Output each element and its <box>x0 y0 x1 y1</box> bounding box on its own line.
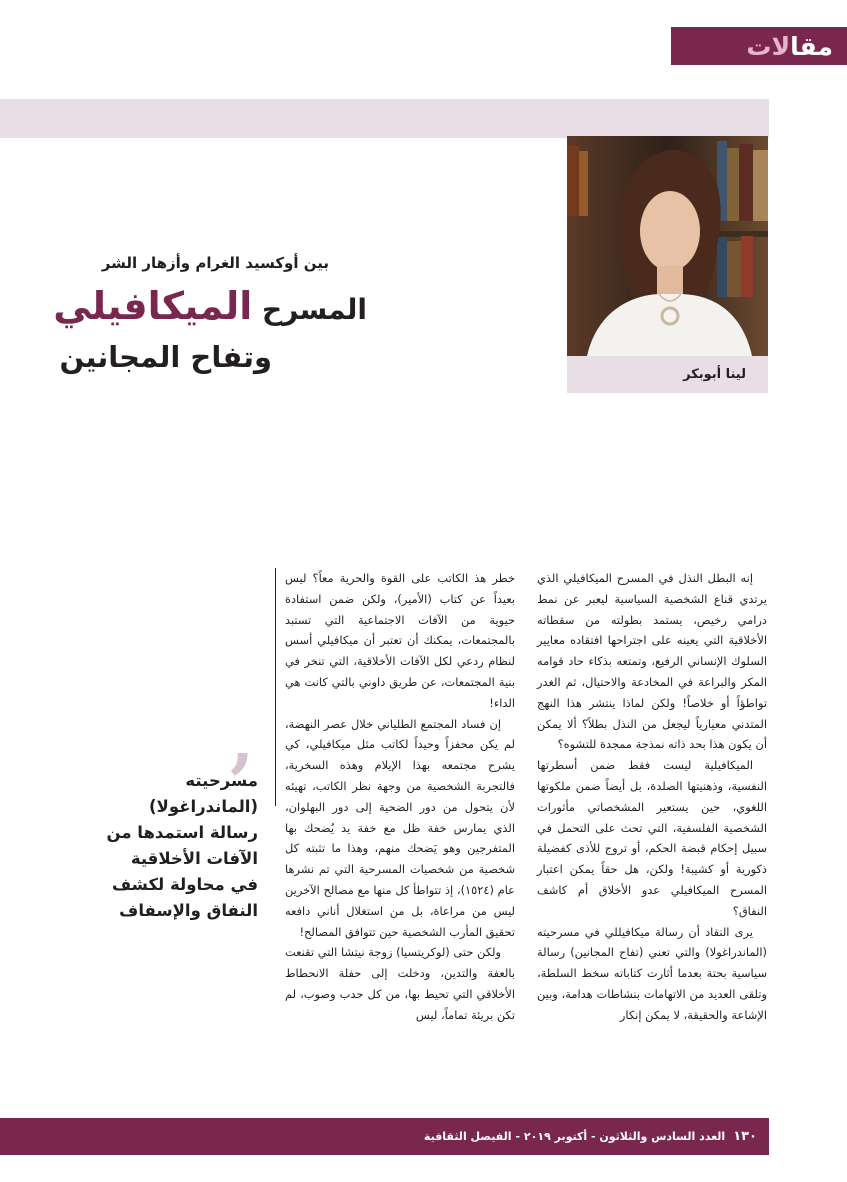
headline-kicker: بين أوكسيد الغرام وأزهار الشر <box>101 254 329 272</box>
body-column-left <box>285 568 515 1026</box>
paragraph: إنه البطل النذل في المسرح الميكافيلي الذي يرتدي قناع الشخصية السياسية ليعبر عن نمط درامي رخيص، يستمد بطولته من سقطاته الأخلاقية التي يعينه على اجتراحها افتقاده معايير السلوك الإنساني الرفيع، وتمتعه بذكاء حاد قوامه المكر والبراعة في المخادعة والاحتيال، ثم الغدر تواطؤاً أو خلاصاً! ولكن لماذا ينتشر هذا النهج المتدني معيارياً ليجعل من النذل بطلاً؟ ألا يمكن أن يكون هذا بحد ذاته نمذجة ممجدة للتشوه؟ <box>537 571 767 752</box>
page-footer <box>0 1118 769 1155</box>
paragraph: إن فساد المجتمع الطلياني خلال عصر النهضة، لم يكن محفزاً وحيداً لكاتب مثل ميكافيلي، كي يشرح مجتمعه بهذا الإيلام وهذه السخرية، فالتجربة الشخصية من وجهة نظر الكاتب، تهيئه لأن يتحول من دور الضحية إلى دور البهلوان، الذي يمارس خفة ظل مع خفة يد يُضحك بها المتفرجين وهو يَضحك منهم، وهذا ما تثبته كل شخصية من شخصيات المسرحية التي تم نشرها عام (١٥٢٤)، إذ تتواطأ كل منها مع مصالح الآخرين ليس من مراعاة، بل من استغلال أناني دافعه تحقيق المأرب الشخصية حين تتوافق المصالح! <box>285 716 515 939</box>
magazine-name: الفيصل الثقافية <box>423 1130 512 1143</box>
section-tab <box>671 27 847 65</box>
body-column-right <box>537 568 767 1026</box>
headline-title-line2: وتفاح المجانين <box>59 340 272 374</box>
pull-quote: مسرحيته (الماندراغولا) رسالة استمدها من الآفات الأخلاقية في محاولة لكشف النفاق والإسفاف <box>106 771 258 920</box>
author-name: لينا أبوبكر <box>683 367 746 382</box>
quote-mark-icon: , <box>230 698 255 781</box>
author-caption <box>567 356 768 393</box>
paragraph: يرى النقاد أن رسالة ميكافيللي في مسرحيته (الماندراغولا) والتي تعني (تفاح المجانين) رسالة سياسية بحتة بعدما أثارت كتاباته سخط السلطة، وتلقى العديد من الاتهامات بنشاطات هدامة، وبين الإشاعة والحقيقة، لا يمكن إنكار <box>537 924 767 1022</box>
headline-title-pre: المسرح <box>262 293 367 326</box>
header-band <box>0 99 769 138</box>
issue-info: العدد السادس والثلاثون - أكتوبر ٢٠١٩ - <box>515 1130 726 1143</box>
section-label: مقالات <box>746 31 833 61</box>
headline-title <box>0 284 367 328</box>
headline-title-highlight: الميكافيلي <box>53 284 253 328</box>
author-photo <box>567 136 768 356</box>
paragraph: خطر هذ الكاتب على القوة والحرية معاً؟ ليس بعيداً عن كتاب (الأمير)، ولكن ضمن استفادة حيوية من الآفات الاجتماعية التي تستبد بالمجتمعات، يمكنك أن تعتبر أن ميكافيلي أسس لنظام ردعي لكل الآفات الأخلاقية، التي تنخر في بنية المجتمعات، عن طريق داوني بالتي كانت هي الداء! <box>285 571 515 710</box>
paragraph: الميكافيلية ليست فقط ضمن أسطرتها النفسية، وذهنيتها الصلدة، بل أيضاً ضمن ملكوتها اللغوي، حين يستعير المشخصاتي مأثورات الشخصية الفلسفية، التي تحث على التحمل في سبيل إحكام قبضة الحكم، أو تروج للأذى كفضيلة ذكورية أو كشيبة! ولكن، هل حقاً يمكن اعتبار المسرح الميكافيلي عدو الأخلاق أم كاشف النفاق؟ <box>537 758 767 918</box>
page-number: ١٣٠ <box>733 1129 757 1144</box>
paragraph: ولكن حتى (لوكريتسيا) زوجة نيتشا التي تقنعت بالعفة والتدين، ودخلت إلى حفلة الانحطاط الأخلاقي التي تحيط بها، من كل حدب وصوب، لم تكن بريئة تماماً، ليس <box>285 945 515 1022</box>
column-divider <box>275 568 276 806</box>
